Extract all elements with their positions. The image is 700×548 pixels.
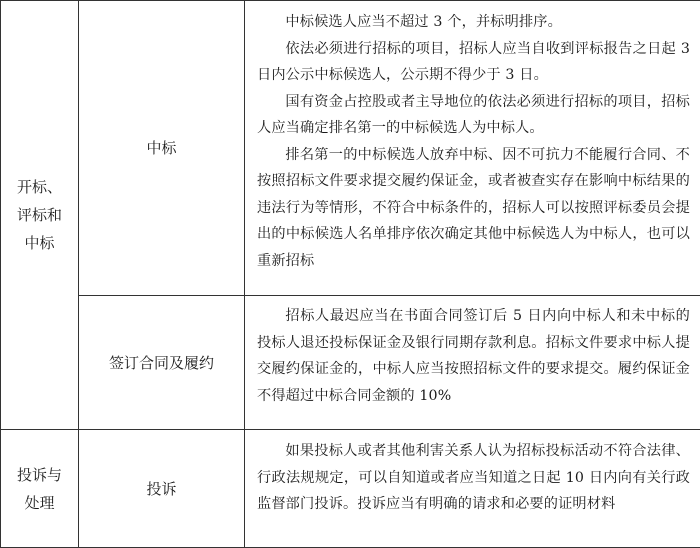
- content-cell: [245, 430, 700, 548]
- category-cell: 开标、评标和中标: [1, 1, 79, 430]
- table-row: [1, 430, 700, 548]
- content-cell: [245, 1, 700, 296]
- subcategory-cell: 中标: [79, 1, 245, 296]
- content-paragraph: 招标人最迟应当在书面合同签订后 5 日内向中标人和未中标的投标人退还投标保证金及银行同期存款利息。招标文件要求中标人提交履约保证金的，中标人应当按照招标文件的要求提交。履约保证金不得超过中标合同金额的 10%: [257, 303, 690, 409]
- table-row: [1, 1, 700, 296]
- content-paragraph: 中标候选人应当不超过 3 个，并标明排序。: [257, 9, 690, 36]
- category-cell: 投诉与处理: [1, 430, 79, 548]
- content-paragraph: 依法必须进行招标的项目，招标人应当自收到评标报告之日起 3 日内公示中标候选人，公示期不得少于 3 日。: [257, 36, 690, 89]
- content-paragraph: 排名第一的中标候选人放弃中标、因不可抗力不能履行合同、不按照招标文件要求提交履约保证金，或者被查实存在影响中标结果的违法行为等情形，不符合中标条件的，招标人可以按照评标委员会提出的中标候选人名单排序依次确定其他中标候选人为中标人，也可以重新招标: [257, 142, 690, 275]
- content-paragraph: 如果投标人或者其他利害关系人认为招标投标活动不符合法律、行政法规规定，可以自知道或者应当知道之日起 10 日内向有关行政监督部门投诉。投诉应当有明确的请求和必要的证明材料: [257, 438, 690, 518]
- subcategory-cell: 签订合同及履约: [79, 296, 245, 430]
- content-cell: [245, 296, 700, 430]
- content-paragraph: 国有资金占控股或者主导地位的依法必须进行招标的项目，招标人应当确定排名第一的中标候选人为中标人。: [257, 89, 690, 142]
- table-row: [1, 296, 700, 430]
- subcategory-cell: 投诉: [79, 430, 245, 548]
